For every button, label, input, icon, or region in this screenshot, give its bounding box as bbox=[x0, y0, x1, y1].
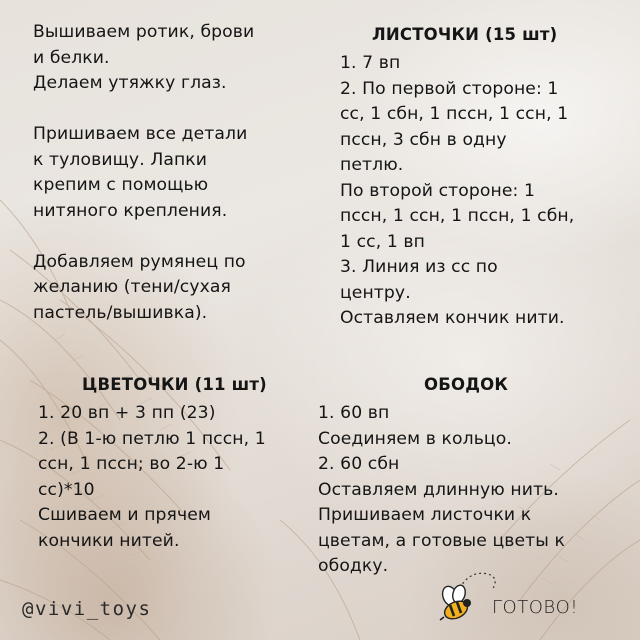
intro-line: нитяного крепления. bbox=[33, 200, 228, 221]
author-signature: @vivi_toys bbox=[22, 598, 152, 620]
leaves-line: центру. bbox=[340, 282, 411, 303]
intro-line: Делаем утяжку глаз. bbox=[33, 73, 227, 93]
flowers-line: сс)*10 bbox=[38, 479, 95, 500]
intro-line: пастель/вышивка). bbox=[33, 302, 208, 323]
intro-line: крепим с помощью bbox=[33, 175, 209, 195]
rim-section bbox=[318, 401, 638, 580]
leaves-line: 3. Линия из сс по bbox=[340, 257, 498, 277]
intro-line: Добавляем румянец по bbox=[33, 251, 246, 272]
flowers-line: ссн, 1 пссн; во 2-ю 1 bbox=[38, 454, 225, 474]
rim-title: ОБОДОК bbox=[424, 375, 509, 394]
intro-line: Вышиваем ротик, брови bbox=[33, 22, 255, 42]
leaves-section bbox=[340, 51, 630, 332]
intro-line: Пришиваем все детали bbox=[33, 124, 248, 144]
flowers-line: 1. 20 вп + 3 пп (23) bbox=[38, 403, 216, 423]
leaves-line: пссн, 1 ссн, 1 пссн, 1 сбн, bbox=[340, 206, 575, 226]
rim-line: 2. 60 сбн bbox=[318, 454, 400, 474]
leaves-line: пссн, 3 сбн в одну bbox=[340, 129, 507, 150]
flowers-line: 2. (В 1-ю петлю 1 пссн, 1 bbox=[38, 428, 266, 449]
leaves-line: По второй стороне: 1 bbox=[340, 180, 536, 201]
rim-line: цветам, а готовые цветы к bbox=[318, 530, 565, 551]
intro-line: и белки. bbox=[33, 47, 110, 68]
leaves-line: 1. 7 вп bbox=[340, 53, 401, 73]
rim-line: ободку. bbox=[318, 556, 389, 576]
flowers-title: ЦВЕТОЧКИ (11 шт) bbox=[82, 375, 267, 394]
leaves-line: сс, 1 сбн, 1 пссн, 1 ссн, 1 bbox=[340, 104, 569, 124]
rim-line: 1. 60 вп bbox=[318, 403, 390, 423]
flowers-line: Сшиваем и прячем bbox=[38, 505, 211, 525]
intro-line: к туловищу. Лапки bbox=[33, 149, 208, 170]
flowers-section bbox=[38, 401, 308, 554]
intro-line: желанию (тени/сухая bbox=[33, 277, 231, 297]
leaves-line: 2. По первой стороне: 1 bbox=[340, 78, 559, 99]
rim-line: Соединяем в кольцо. bbox=[318, 428, 512, 449]
leaves-line: Оставляем кончик нити. bbox=[340, 308, 565, 328]
rim-line: Пришиваем листочки к bbox=[318, 505, 532, 525]
rim-line: Оставляем длинную нить. bbox=[318, 479, 559, 500]
ready-label: ГОТОВО! bbox=[492, 597, 579, 618]
leaves-line: 1 сс, 1 вп bbox=[340, 231, 425, 252]
flowers-line: кончики нитей. bbox=[38, 530, 180, 551]
intro-section bbox=[33, 20, 318, 326]
leaves-line: петлю. bbox=[340, 155, 404, 175]
leaves-title: ЛИСТОЧКИ (15 шт) bbox=[372, 25, 558, 44]
